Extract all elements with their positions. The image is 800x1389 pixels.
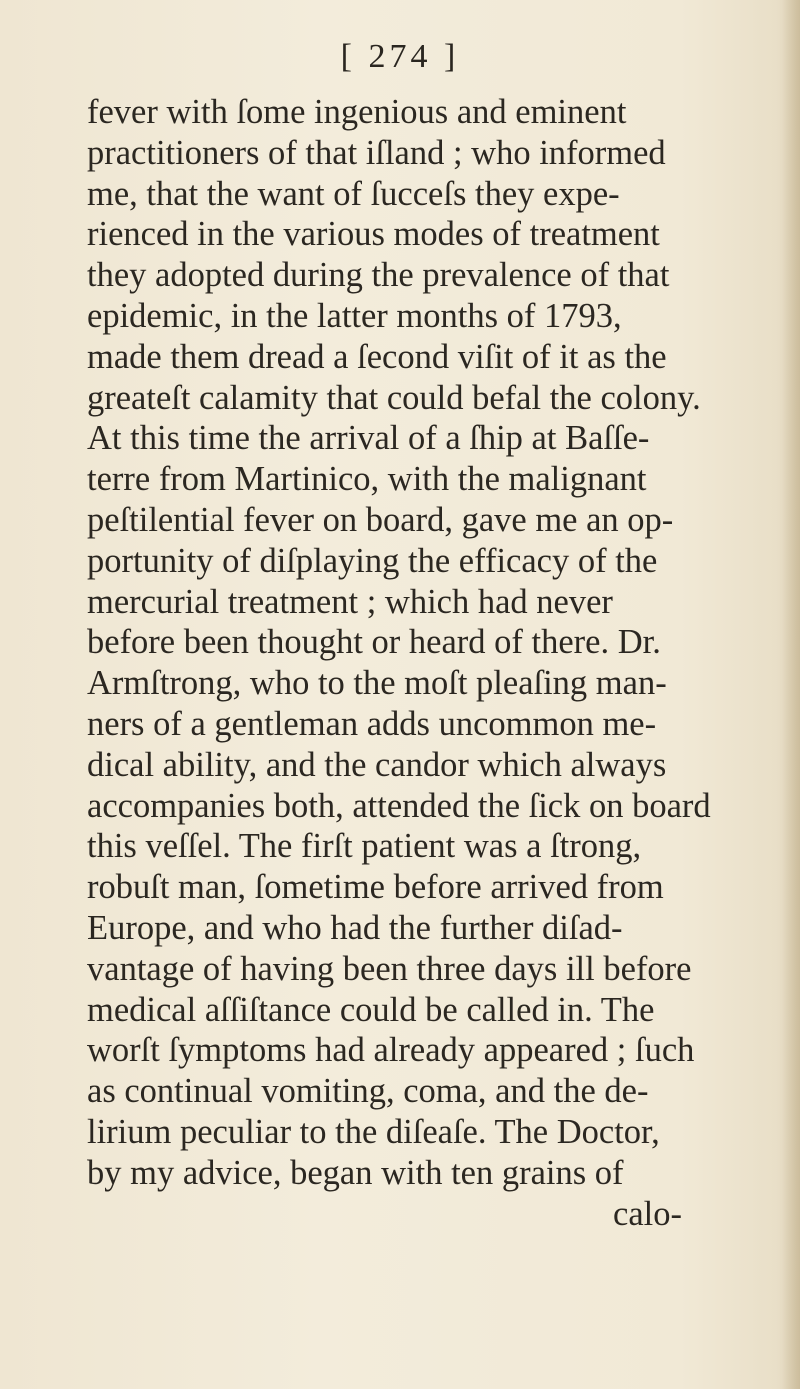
text-line: mercurial treatment ; which had never: [87, 582, 613, 621]
body-text: [87, 92, 787, 1234]
text-line: greateſt calamity that could befal the colony.: [87, 378, 701, 417]
text-line: fever with ſome ingenious and eminent: [87, 93, 627, 131]
text-line: At this time the arrival of a ſhip at Baſſe-: [87, 419, 650, 458]
page-number: [ 274 ]: [340, 38, 460, 75]
text-line: by my advice, began with ten grains of: [87, 1153, 624, 1192]
text-line: me, that the want of ſucceſs they expe-: [87, 174, 620, 213]
text-line: accompanies both, attended the ſick on board: [87, 786, 711, 825]
text-line: terre from Martinico, with the malignant: [87, 460, 647, 499]
text-line: made them dread a ſecond viſit of it as the: [87, 337, 667, 376]
text-line: robuſt man, ſometime before arrived from: [87, 868, 664, 907]
text-line: ners of a gentleman adds uncommon me-: [87, 704, 657, 743]
text-line: dical ability, and the candor which always: [87, 745, 667, 784]
text-line: before been thought or heard of there. Dr.: [87, 623, 661, 662]
text-line: lirium peculiar to the diſeaſe. The Doctor,: [87, 1112, 660, 1151]
catchword: calo-: [613, 1194, 682, 1233]
text-line: this veſſel. The firſt patient was a ſtrong,: [87, 827, 642, 866]
text-line: Europe, and who had the further diſad-: [87, 908, 623, 947]
text-line: they adopted during the prevalence of that: [87, 256, 670, 295]
text-line: rienced in the various modes of treatment: [87, 215, 660, 254]
text-line: vantage of having been three days ill before: [87, 949, 692, 988]
text-line: worſt ſymptoms had already appeared ; ſuch: [87, 1031, 695, 1070]
text-line: peſtilential fever on board, gave me an op-: [87, 500, 674, 539]
text-line: Armſtrong, who to the moſt pleaſing man-: [87, 664, 667, 703]
text-line: medical aſſiſtance could be called in. The: [87, 990, 655, 1029]
text-line: practitioners of that iſland ; who informed: [87, 133, 666, 172]
text-line: as continual vomiting, coma, and the de-: [87, 1072, 649, 1111]
text-line: epidemic, in the latter months of 1793,: [87, 296, 622, 335]
text-line: portunity of diſplaying the efficacy of the: [87, 541, 658, 580]
